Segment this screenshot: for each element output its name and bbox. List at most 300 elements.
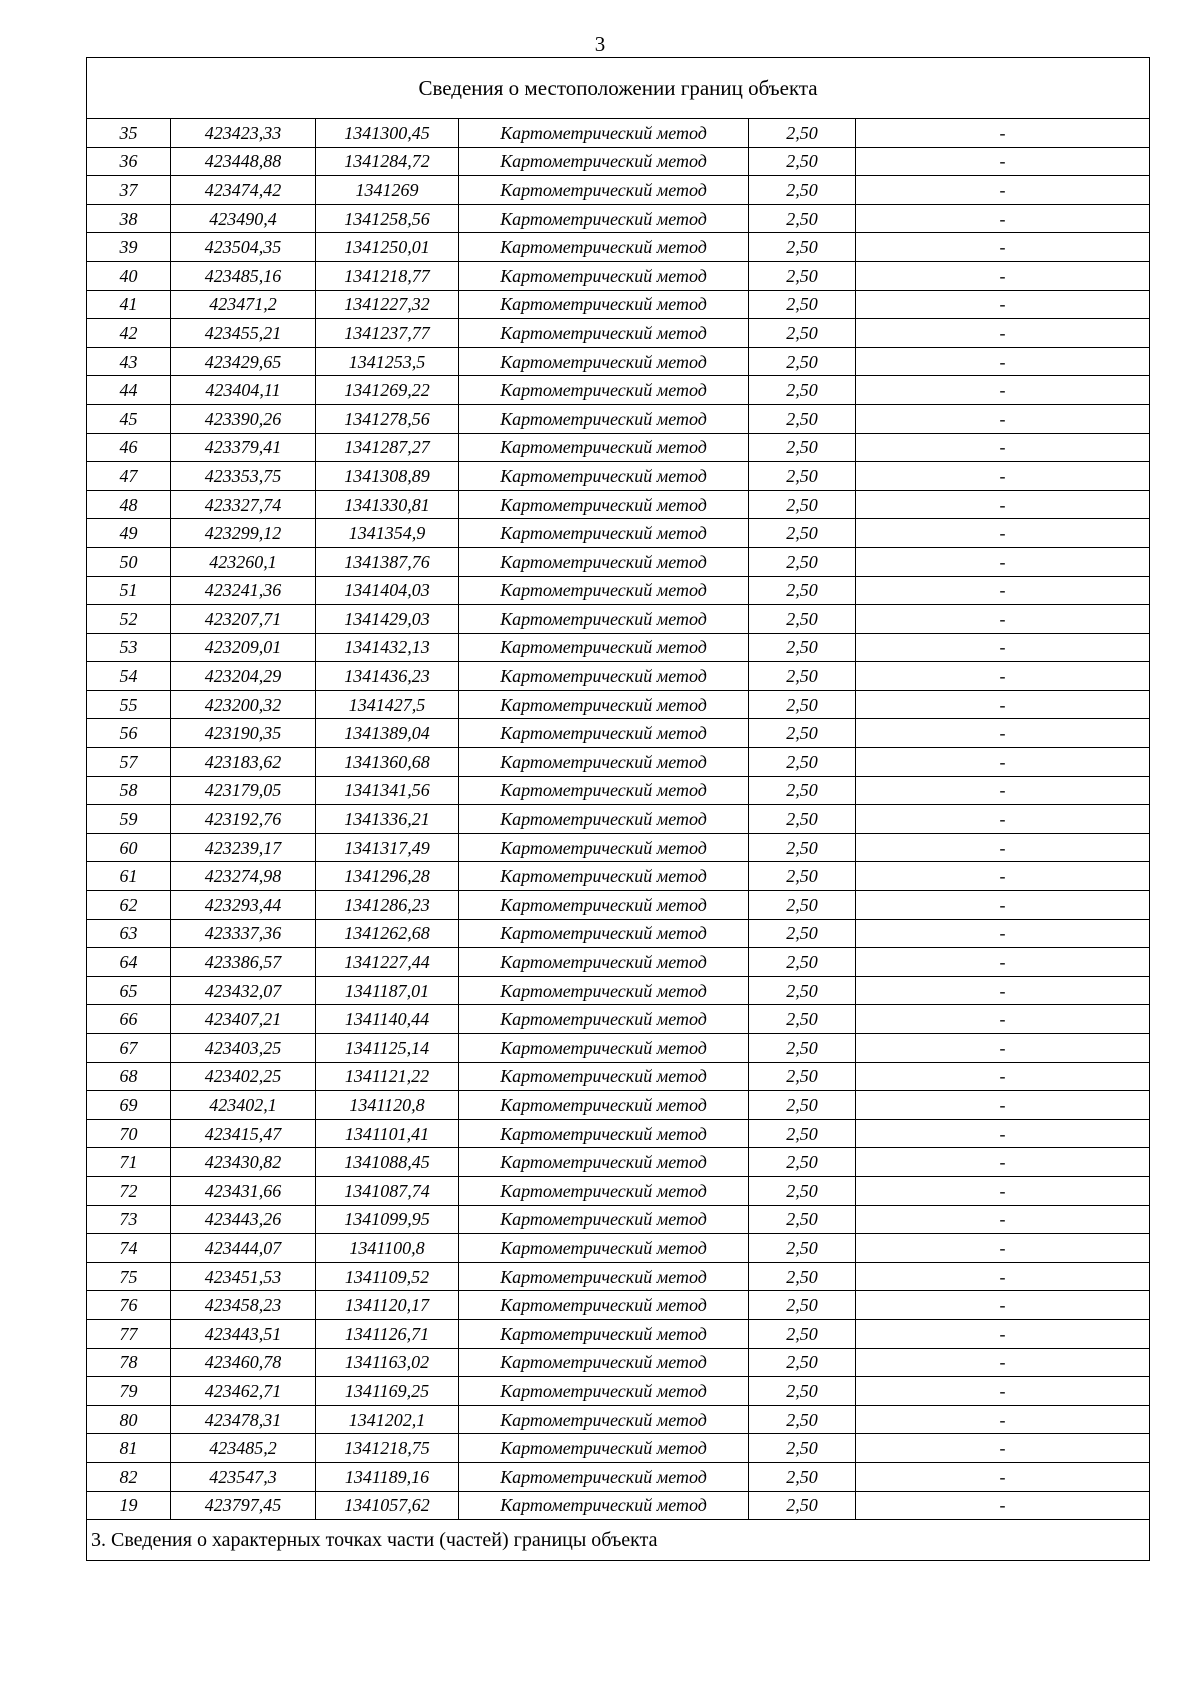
cell-point-number: 72 bbox=[87, 1176, 171, 1205]
cell-x-coordinate: 423407,21 bbox=[171, 1005, 316, 1034]
cell-x-coordinate: 423471,2 bbox=[171, 290, 316, 319]
cell-description: - bbox=[856, 1405, 1150, 1434]
cell-y-coordinate: 1341227,44 bbox=[316, 948, 459, 977]
cell-method: Картометрический метод bbox=[459, 1405, 749, 1434]
cell-point-number: 75 bbox=[87, 1262, 171, 1291]
cell-accuracy: 2,50 bbox=[749, 862, 856, 891]
cell-description: - bbox=[856, 719, 1150, 748]
cell-method: Картометрический метод bbox=[459, 1034, 749, 1063]
cell-accuracy: 2,50 bbox=[749, 1434, 856, 1463]
cell-method: Картометрический метод bbox=[459, 1291, 749, 1320]
cell-y-coordinate: 1341250,01 bbox=[316, 233, 459, 262]
cell-y-coordinate: 1341100,8 bbox=[316, 1234, 459, 1263]
cell-accuracy: 2,50 bbox=[749, 147, 856, 176]
cell-point-number: 52 bbox=[87, 605, 171, 634]
cell-method: Картометрический метод bbox=[459, 1262, 749, 1291]
cell-accuracy: 2,50 bbox=[749, 976, 856, 1005]
cell-x-coordinate: 423183,62 bbox=[171, 748, 316, 777]
cell-y-coordinate: 1341336,21 bbox=[316, 805, 459, 834]
cell-description: - bbox=[856, 605, 1150, 634]
cell-accuracy: 2,50 bbox=[749, 1377, 856, 1406]
cell-y-coordinate: 1341308,89 bbox=[316, 462, 459, 491]
cell-method: Картометрический метод bbox=[459, 948, 749, 977]
table-title-row bbox=[87, 58, 1150, 119]
boundary-table bbox=[86, 57, 1150, 1561]
cell-description: - bbox=[856, 690, 1150, 719]
cell-method: Картометрический метод bbox=[459, 204, 749, 233]
table-row bbox=[87, 1262, 1150, 1291]
cell-description: - bbox=[856, 1091, 1150, 1120]
cell-method: Картометрический метод bbox=[459, 919, 749, 948]
cell-point-number: 42 bbox=[87, 319, 171, 348]
cell-point-number: 37 bbox=[87, 176, 171, 205]
cell-method: Картометрический метод bbox=[459, 519, 749, 548]
cell-method: Картометрический метод bbox=[459, 748, 749, 777]
cell-accuracy: 2,50 bbox=[749, 376, 856, 405]
cell-accuracy: 2,50 bbox=[749, 204, 856, 233]
cell-y-coordinate: 1341218,77 bbox=[316, 261, 459, 290]
cell-y-coordinate: 1341300,45 bbox=[316, 119, 459, 148]
cell-point-number: 45 bbox=[87, 404, 171, 433]
cell-x-coordinate: 423423,33 bbox=[171, 119, 316, 148]
cell-x-coordinate: 423429,65 bbox=[171, 347, 316, 376]
cell-point-number: 53 bbox=[87, 633, 171, 662]
cell-method: Картометрический метод bbox=[459, 261, 749, 290]
cell-x-coordinate: 423462,71 bbox=[171, 1377, 316, 1406]
cell-point-number: 36 bbox=[87, 147, 171, 176]
cell-y-coordinate: 1341187,01 bbox=[316, 976, 459, 1005]
cell-point-number: 41 bbox=[87, 290, 171, 319]
cell-accuracy: 2,50 bbox=[749, 1119, 856, 1148]
table-row bbox=[87, 519, 1150, 548]
cell-y-coordinate: 1341287,27 bbox=[316, 433, 459, 462]
cell-description: - bbox=[856, 519, 1150, 548]
cell-description: - bbox=[856, 290, 1150, 319]
cell-accuracy: 2,50 bbox=[749, 261, 856, 290]
table-title: Сведения о местоположении границ объекта bbox=[87, 58, 1150, 119]
cell-x-coordinate: 423293,44 bbox=[171, 891, 316, 920]
cell-y-coordinate: 1341269,22 bbox=[316, 376, 459, 405]
cell-description: - bbox=[856, 862, 1150, 891]
cell-description: - bbox=[856, 261, 1150, 290]
cell-y-coordinate: 1341286,23 bbox=[316, 891, 459, 920]
cell-accuracy: 2,50 bbox=[749, 1291, 856, 1320]
cell-x-coordinate: 423458,23 bbox=[171, 1291, 316, 1320]
cell-accuracy: 2,50 bbox=[749, 319, 856, 348]
cell-accuracy: 2,50 bbox=[749, 1319, 856, 1348]
cell-description: - bbox=[856, 662, 1150, 691]
cell-description: - bbox=[856, 119, 1150, 148]
cell-y-coordinate: 1341354,9 bbox=[316, 519, 459, 548]
table-row bbox=[87, 633, 1150, 662]
cell-method: Картометрический метод bbox=[459, 976, 749, 1005]
cell-point-number: 74 bbox=[87, 1234, 171, 1263]
table-row bbox=[87, 462, 1150, 491]
cell-point-number: 19 bbox=[87, 1491, 171, 1520]
cell-x-coordinate: 423432,07 bbox=[171, 976, 316, 1005]
cell-point-number: 43 bbox=[87, 347, 171, 376]
cell-x-coordinate: 423460,78 bbox=[171, 1348, 316, 1377]
cell-method: Картометрический метод bbox=[459, 776, 749, 805]
cell-point-number: 65 bbox=[87, 976, 171, 1005]
cell-method: Картометрический метод bbox=[459, 1205, 749, 1234]
cell-accuracy: 2,50 bbox=[749, 1491, 856, 1520]
cell-description: - bbox=[856, 1434, 1150, 1463]
table-row bbox=[87, 948, 1150, 977]
cell-x-coordinate: 423504,35 bbox=[171, 233, 316, 262]
cell-method: Картометрический метод bbox=[459, 1462, 749, 1491]
cell-y-coordinate: 1341099,95 bbox=[316, 1205, 459, 1234]
cell-x-coordinate: 423404,11 bbox=[171, 376, 316, 405]
cell-point-number: 60 bbox=[87, 833, 171, 862]
cell-y-coordinate: 1341140,44 bbox=[316, 1005, 459, 1034]
cell-x-coordinate: 423204,29 bbox=[171, 662, 316, 691]
cell-x-coordinate: 423390,26 bbox=[171, 404, 316, 433]
cell-description: - bbox=[856, 633, 1150, 662]
cell-description: - bbox=[856, 1234, 1150, 1263]
cell-y-coordinate: 1341057,62 bbox=[316, 1491, 459, 1520]
cell-accuracy: 2,50 bbox=[749, 690, 856, 719]
table-row bbox=[87, 1148, 1150, 1177]
table-row bbox=[87, 1005, 1150, 1034]
cell-y-coordinate: 1341120,17 bbox=[316, 1291, 459, 1320]
cell-x-coordinate: 423490,4 bbox=[171, 204, 316, 233]
table-row bbox=[87, 690, 1150, 719]
cell-method: Картометрический метод bbox=[459, 719, 749, 748]
cell-method: Картометрический метод bbox=[459, 433, 749, 462]
cell-accuracy: 2,50 bbox=[749, 1234, 856, 1263]
cell-y-coordinate: 1341253,5 bbox=[316, 347, 459, 376]
cell-x-coordinate: 423402,1 bbox=[171, 1091, 316, 1120]
cell-accuracy: 2,50 bbox=[749, 404, 856, 433]
cell-description: - bbox=[856, 1176, 1150, 1205]
cell-point-number: 61 bbox=[87, 862, 171, 891]
table-row bbox=[87, 1405, 1150, 1434]
cell-x-coordinate: 423451,53 bbox=[171, 1262, 316, 1291]
cell-point-number: 56 bbox=[87, 719, 171, 748]
cell-y-coordinate: 1341087,74 bbox=[316, 1176, 459, 1205]
table-row bbox=[87, 1462, 1150, 1491]
cell-x-coordinate: 423260,1 bbox=[171, 547, 316, 576]
cell-point-number: 47 bbox=[87, 462, 171, 491]
table-row bbox=[87, 605, 1150, 634]
cell-method: Картометрический метод bbox=[459, 662, 749, 691]
table-row bbox=[87, 290, 1150, 319]
cell-accuracy: 2,50 bbox=[749, 290, 856, 319]
cell-method: Картометрический метод bbox=[459, 376, 749, 405]
cell-accuracy: 2,50 bbox=[749, 233, 856, 262]
cell-x-coordinate: 423402,25 bbox=[171, 1062, 316, 1091]
cell-y-coordinate: 1341189,16 bbox=[316, 1462, 459, 1491]
table-row bbox=[87, 319, 1150, 348]
cell-description: - bbox=[856, 776, 1150, 805]
cell-accuracy: 2,50 bbox=[749, 1262, 856, 1291]
cell-method: Картометрический метод bbox=[459, 605, 749, 634]
cell-method: Картометрический метод bbox=[459, 1319, 749, 1348]
cell-accuracy: 2,50 bbox=[749, 547, 856, 576]
cell-y-coordinate: 1341278,56 bbox=[316, 404, 459, 433]
cell-point-number: 55 bbox=[87, 690, 171, 719]
cell-y-coordinate: 1341121,22 bbox=[316, 1062, 459, 1091]
cell-accuracy: 2,50 bbox=[749, 1148, 856, 1177]
cell-accuracy: 2,50 bbox=[749, 347, 856, 376]
cell-point-number: 71 bbox=[87, 1148, 171, 1177]
table-body bbox=[87, 58, 1150, 1561]
cell-point-number: 81 bbox=[87, 1434, 171, 1463]
cell-y-coordinate: 1341258,56 bbox=[316, 204, 459, 233]
cell-accuracy: 2,50 bbox=[749, 891, 856, 920]
cell-x-coordinate: 423431,66 bbox=[171, 1176, 316, 1205]
cell-method: Картометрический метод bbox=[459, 1091, 749, 1120]
cell-method: Картометрический метод bbox=[459, 805, 749, 834]
cell-y-coordinate: 1341169,25 bbox=[316, 1377, 459, 1406]
cell-accuracy: 2,50 bbox=[749, 748, 856, 777]
cell-point-number: 69 bbox=[87, 1091, 171, 1120]
cell-point-number: 50 bbox=[87, 547, 171, 576]
cell-description: - bbox=[856, 233, 1150, 262]
cell-description: - bbox=[856, 462, 1150, 491]
cell-y-coordinate: 1341120,8 bbox=[316, 1091, 459, 1120]
table-row bbox=[87, 1291, 1150, 1320]
table-row bbox=[87, 1377, 1150, 1406]
cell-y-coordinate: 1341269 bbox=[316, 176, 459, 205]
cell-point-number: 76 bbox=[87, 1291, 171, 1320]
cell-accuracy: 2,50 bbox=[749, 433, 856, 462]
cell-y-coordinate: 1341227,32 bbox=[316, 290, 459, 319]
cell-point-number: 63 bbox=[87, 919, 171, 948]
table-row bbox=[87, 662, 1150, 691]
cell-accuracy: 2,50 bbox=[749, 490, 856, 519]
cell-y-coordinate: 1341432,13 bbox=[316, 633, 459, 662]
cell-point-number: 44 bbox=[87, 376, 171, 405]
cell-y-coordinate: 1341218,75 bbox=[316, 1434, 459, 1463]
cell-point-number: 40 bbox=[87, 261, 171, 290]
cell-y-coordinate: 1341126,71 bbox=[316, 1319, 459, 1348]
cell-method: Картометрический метод bbox=[459, 891, 749, 920]
cell-description: - bbox=[856, 433, 1150, 462]
cell-point-number: 46 bbox=[87, 433, 171, 462]
cell-point-number: 77 bbox=[87, 1319, 171, 1348]
table-footer-row bbox=[87, 1520, 1150, 1561]
cell-point-number: 67 bbox=[87, 1034, 171, 1063]
cell-accuracy: 2,50 bbox=[749, 1462, 856, 1491]
cell-accuracy: 2,50 bbox=[749, 1062, 856, 1091]
cell-description: - bbox=[856, 919, 1150, 948]
table-row bbox=[87, 1434, 1150, 1463]
cell-method: Картометрический метод bbox=[459, 1348, 749, 1377]
table-row bbox=[87, 833, 1150, 862]
cell-point-number: 35 bbox=[87, 119, 171, 148]
cell-description: - bbox=[856, 833, 1150, 862]
cell-method: Картометрический метод bbox=[459, 1491, 749, 1520]
cell-point-number: 48 bbox=[87, 490, 171, 519]
cell-x-coordinate: 423403,25 bbox=[171, 1034, 316, 1063]
cell-x-coordinate: 423209,01 bbox=[171, 633, 316, 662]
table-row bbox=[87, 1034, 1150, 1063]
cell-method: Картометрический метод bbox=[459, 404, 749, 433]
cell-x-coordinate: 423353,75 bbox=[171, 462, 316, 491]
table-row bbox=[87, 176, 1150, 205]
table-row bbox=[87, 919, 1150, 948]
cell-description: - bbox=[856, 1262, 1150, 1291]
cell-description: - bbox=[856, 1491, 1150, 1520]
cell-point-number: 62 bbox=[87, 891, 171, 920]
cell-x-coordinate: 423190,35 bbox=[171, 719, 316, 748]
table-row bbox=[87, 805, 1150, 834]
cell-x-coordinate: 423415,47 bbox=[171, 1119, 316, 1148]
cell-y-coordinate: 1341284,72 bbox=[316, 147, 459, 176]
table-row bbox=[87, 1205, 1150, 1234]
table-row bbox=[87, 776, 1150, 805]
cell-method: Картометрический метод bbox=[459, 462, 749, 491]
cell-description: - bbox=[856, 1005, 1150, 1034]
cell-accuracy: 2,50 bbox=[749, 1091, 856, 1120]
cell-method: Картометрический метод bbox=[459, 547, 749, 576]
cell-accuracy: 2,50 bbox=[749, 1205, 856, 1234]
cell-y-coordinate: 1341296,28 bbox=[316, 862, 459, 891]
table-row bbox=[87, 1234, 1150, 1263]
cell-x-coordinate: 423478,31 bbox=[171, 1405, 316, 1434]
cell-description: - bbox=[856, 1462, 1150, 1491]
cell-accuracy: 2,50 bbox=[749, 119, 856, 148]
page-number: 3 bbox=[594, 32, 606, 56]
cell-x-coordinate: 423379,41 bbox=[171, 433, 316, 462]
cell-method: Картометрический метод bbox=[459, 233, 749, 262]
cell-description: - bbox=[856, 1205, 1150, 1234]
cell-x-coordinate: 423337,36 bbox=[171, 919, 316, 948]
cell-y-coordinate: 1341360,68 bbox=[316, 748, 459, 777]
cell-method: Картометрический метод bbox=[459, 319, 749, 348]
cell-point-number: 51 bbox=[87, 576, 171, 605]
cell-y-coordinate: 1341202,1 bbox=[316, 1405, 459, 1434]
cell-accuracy: 2,50 bbox=[749, 1348, 856, 1377]
table-row bbox=[87, 233, 1150, 262]
cell-y-coordinate: 1341125,14 bbox=[316, 1034, 459, 1063]
table-row bbox=[87, 1176, 1150, 1205]
cell-accuracy: 2,50 bbox=[749, 1034, 856, 1063]
cell-description: - bbox=[856, 204, 1150, 233]
cell-accuracy: 2,50 bbox=[749, 1176, 856, 1205]
cell-point-number: 73 bbox=[87, 1205, 171, 1234]
cell-description: - bbox=[856, 891, 1150, 920]
cell-y-coordinate: 1341109,52 bbox=[316, 1262, 459, 1291]
table-row bbox=[87, 1062, 1150, 1091]
cell-method: Картометрический метод bbox=[459, 119, 749, 148]
cell-method: Картометрический метод bbox=[459, 576, 749, 605]
cell-y-coordinate: 1341163,02 bbox=[316, 1348, 459, 1377]
cell-description: - bbox=[856, 805, 1150, 834]
cell-point-number: 38 bbox=[87, 204, 171, 233]
cell-y-coordinate: 1341404,03 bbox=[316, 576, 459, 605]
table-row bbox=[87, 204, 1150, 233]
cell-description: - bbox=[856, 1348, 1150, 1377]
cell-point-number: 80 bbox=[87, 1405, 171, 1434]
cell-y-coordinate: 1341088,45 bbox=[316, 1148, 459, 1177]
cell-description: - bbox=[856, 1377, 1150, 1406]
cell-x-coordinate: 423179,05 bbox=[171, 776, 316, 805]
cell-accuracy: 2,50 bbox=[749, 576, 856, 605]
cell-accuracy: 2,50 bbox=[749, 176, 856, 205]
section-heading: 3. Сведения о характерных точках части (частей) границы объекта bbox=[87, 1520, 1150, 1561]
cell-x-coordinate: 423485,16 bbox=[171, 261, 316, 290]
cell-y-coordinate: 1341237,77 bbox=[316, 319, 459, 348]
cell-accuracy: 2,50 bbox=[749, 948, 856, 977]
cell-method: Картометрический метод bbox=[459, 1234, 749, 1263]
table-row bbox=[87, 1091, 1150, 1120]
cell-method: Картометрический метод bbox=[459, 147, 749, 176]
cell-method: Картометрический метод bbox=[459, 862, 749, 891]
cell-y-coordinate: 1341436,23 bbox=[316, 662, 459, 691]
cell-y-coordinate: 1341429,03 bbox=[316, 605, 459, 634]
cell-accuracy: 2,50 bbox=[749, 805, 856, 834]
table-row bbox=[87, 1491, 1150, 1520]
table-row bbox=[87, 1319, 1150, 1348]
cell-x-coordinate: 423443,26 bbox=[171, 1205, 316, 1234]
cell-point-number: 79 bbox=[87, 1377, 171, 1406]
cell-accuracy: 2,50 bbox=[749, 633, 856, 662]
cell-accuracy: 2,50 bbox=[749, 605, 856, 634]
cell-point-number: 68 bbox=[87, 1062, 171, 1091]
cell-x-coordinate: 423474,42 bbox=[171, 176, 316, 205]
cell-accuracy: 2,50 bbox=[749, 719, 856, 748]
cell-description: - bbox=[856, 1062, 1150, 1091]
cell-point-number: 57 bbox=[87, 748, 171, 777]
cell-description: - bbox=[856, 576, 1150, 605]
cell-x-coordinate: 423200,32 bbox=[171, 690, 316, 719]
table-row bbox=[87, 719, 1150, 748]
cell-accuracy: 2,50 bbox=[749, 833, 856, 862]
cell-accuracy: 2,50 bbox=[749, 919, 856, 948]
cell-point-number: 66 bbox=[87, 1005, 171, 1034]
table-row bbox=[87, 433, 1150, 462]
cell-point-number: 70 bbox=[87, 1119, 171, 1148]
table-row bbox=[87, 147, 1150, 176]
cell-method: Картометрический метод bbox=[459, 1176, 749, 1205]
cell-method: Картометрический метод bbox=[459, 1148, 749, 1177]
cell-accuracy: 2,50 bbox=[749, 519, 856, 548]
cell-accuracy: 2,50 bbox=[749, 662, 856, 691]
cell-x-coordinate: 423430,82 bbox=[171, 1148, 316, 1177]
cell-point-number: 59 bbox=[87, 805, 171, 834]
cell-x-coordinate: 423241,36 bbox=[171, 576, 316, 605]
cell-description: - bbox=[856, 748, 1150, 777]
cell-point-number: 39 bbox=[87, 233, 171, 262]
table-row bbox=[87, 576, 1150, 605]
cell-description: - bbox=[856, 976, 1150, 1005]
cell-point-number: 82 bbox=[87, 1462, 171, 1491]
cell-method: Картометрический метод bbox=[459, 347, 749, 376]
cell-description: - bbox=[856, 490, 1150, 519]
cell-x-coordinate: 423192,76 bbox=[171, 805, 316, 834]
cell-description: - bbox=[856, 319, 1150, 348]
cell-y-coordinate: 1341101,41 bbox=[316, 1119, 459, 1148]
table-row bbox=[87, 547, 1150, 576]
cell-x-coordinate: 423797,45 bbox=[171, 1491, 316, 1520]
cell-description: - bbox=[856, 948, 1150, 977]
cell-x-coordinate: 423327,74 bbox=[171, 490, 316, 519]
cell-x-coordinate: 423448,88 bbox=[171, 147, 316, 176]
table-row bbox=[87, 376, 1150, 405]
cell-accuracy: 2,50 bbox=[749, 462, 856, 491]
table-row bbox=[87, 119, 1150, 148]
cell-x-coordinate: 423444,07 bbox=[171, 1234, 316, 1263]
cell-y-coordinate: 1341387,76 bbox=[316, 547, 459, 576]
cell-method: Картометрический метод bbox=[459, 290, 749, 319]
cell-x-coordinate: 423386,57 bbox=[171, 948, 316, 977]
cell-method: Картометрический метод bbox=[459, 490, 749, 519]
cell-point-number: 49 bbox=[87, 519, 171, 548]
cell-method: Картометрический метод bbox=[459, 176, 749, 205]
